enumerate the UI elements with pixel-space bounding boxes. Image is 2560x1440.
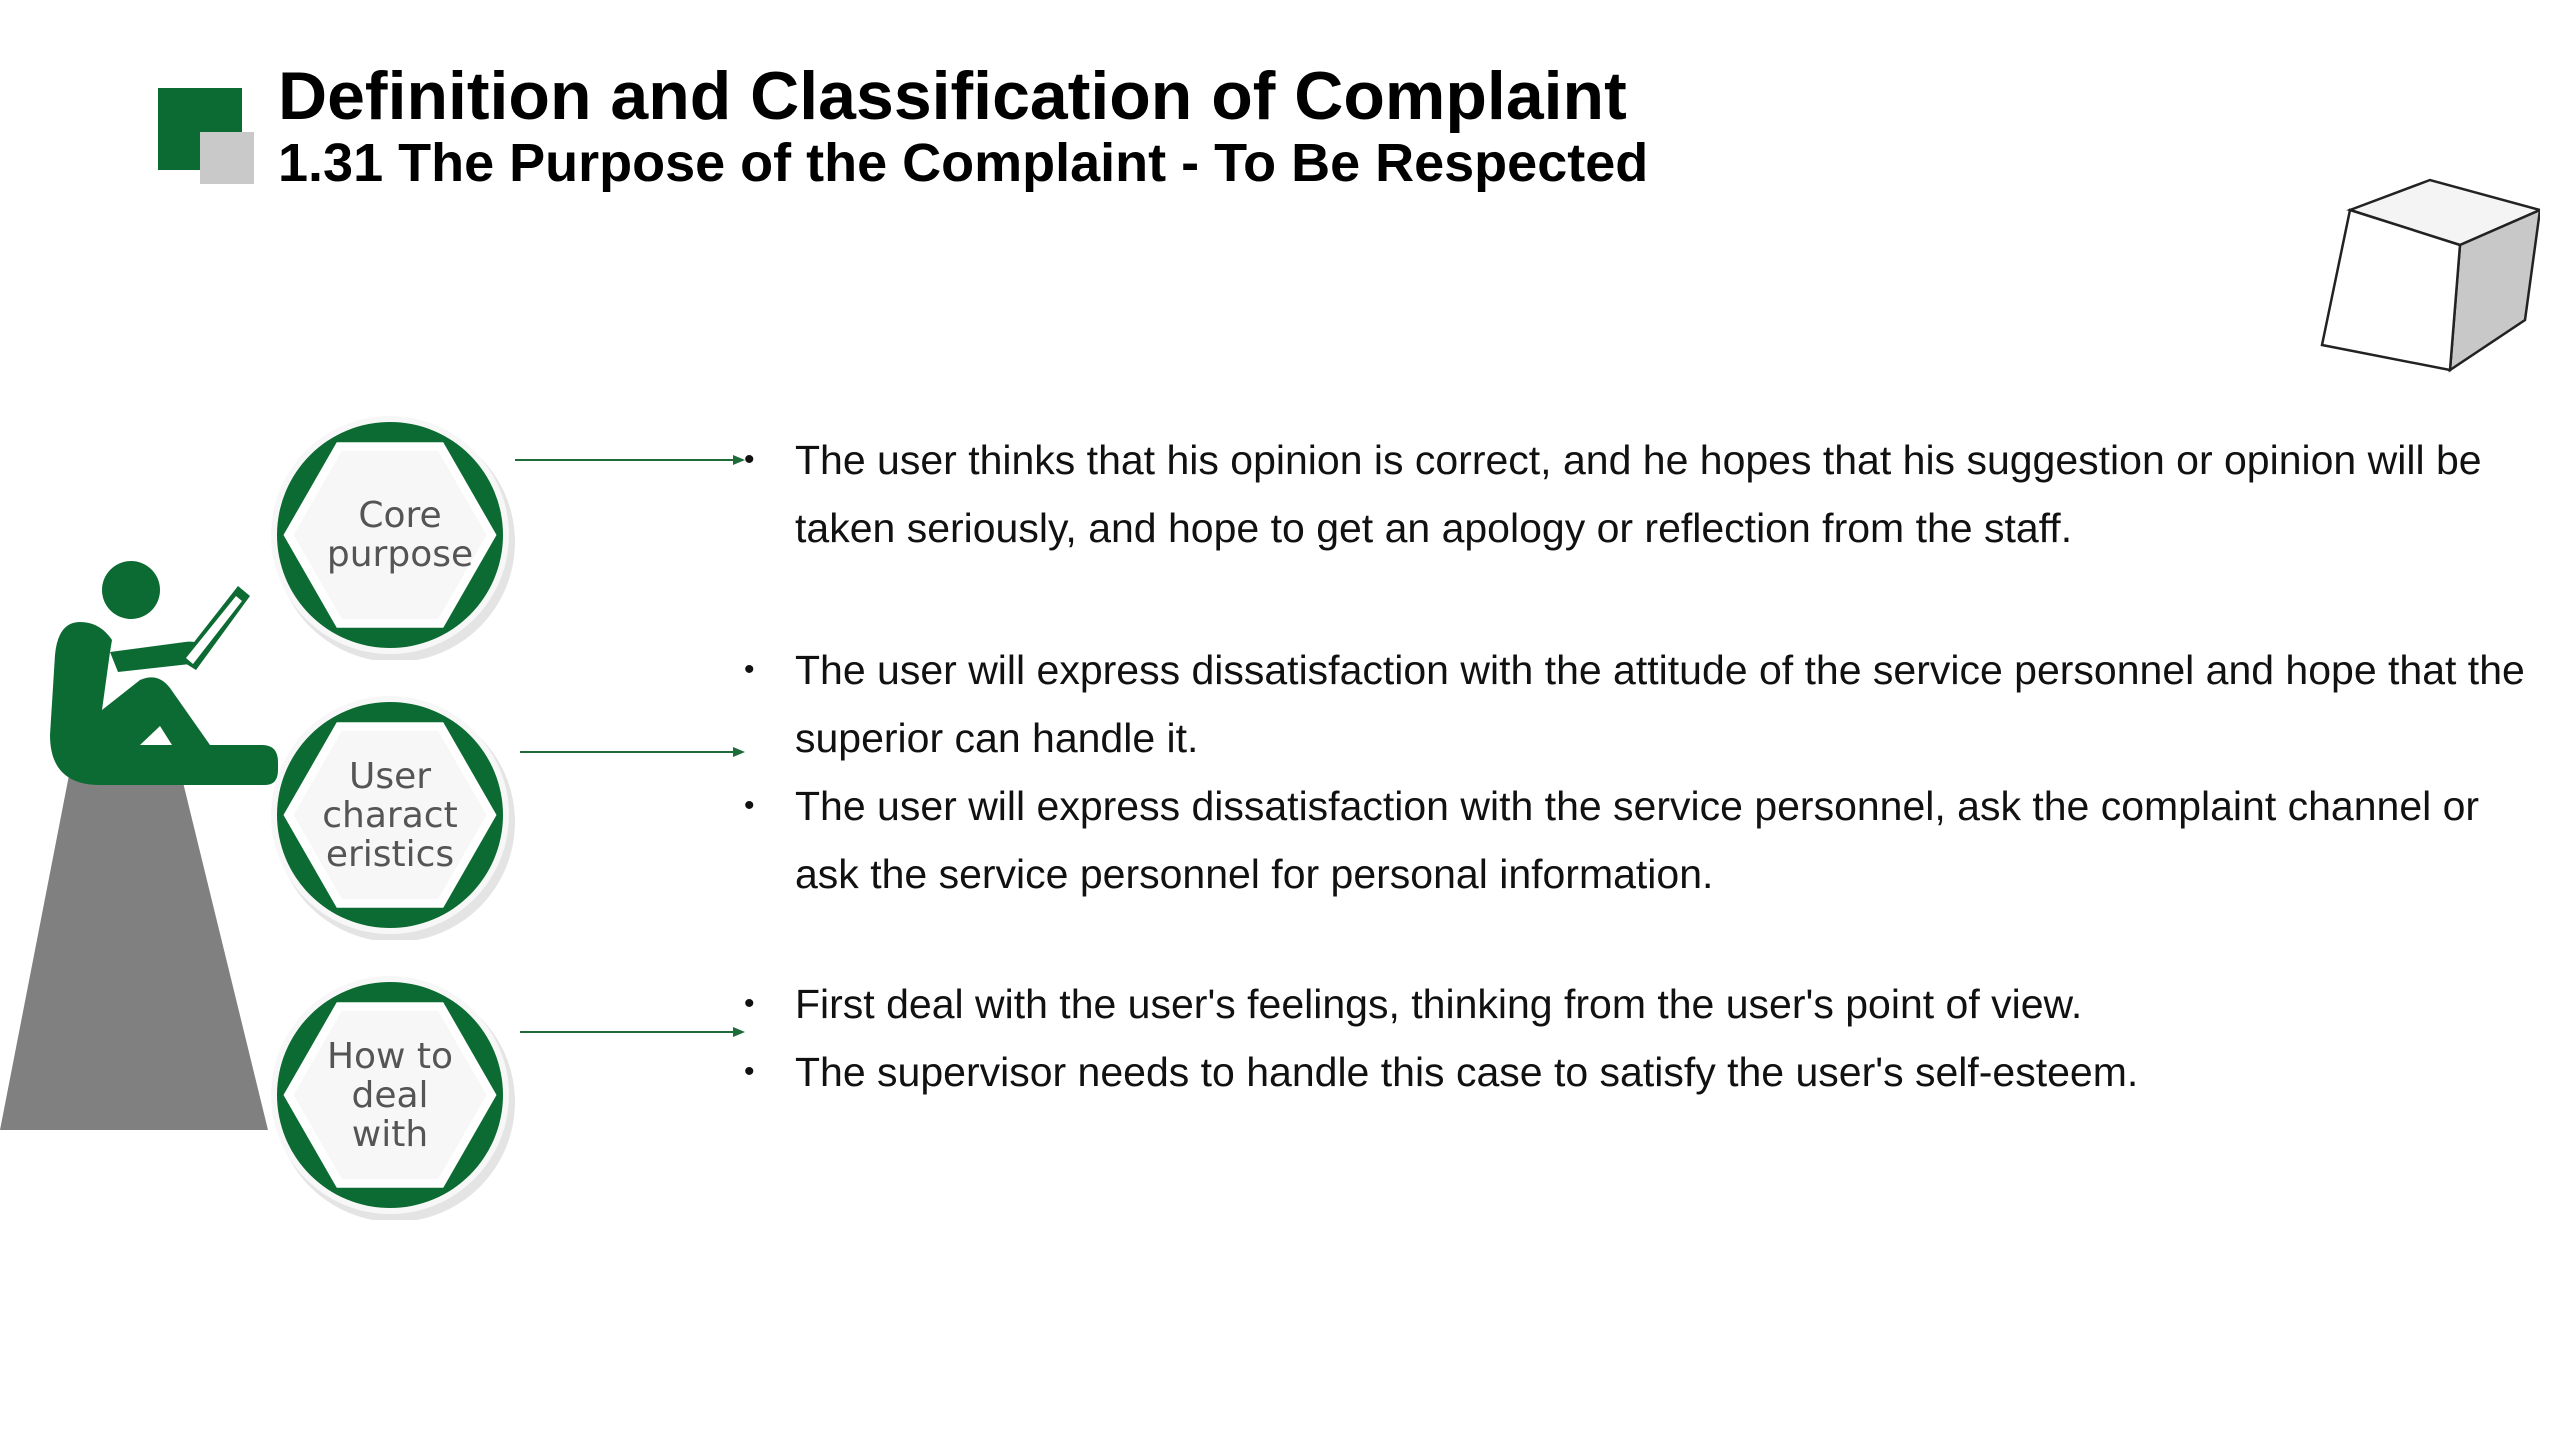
bullet-item xyxy=(740,636,2540,772)
page-subtitle: 1.31 The Purpose of the Complaint - To Be Respected xyxy=(278,133,1649,193)
category-label: Core purpose xyxy=(326,495,474,575)
bullet-text: The supervisor needs to handle this case to satisfy the user's self-esteem. xyxy=(795,1049,2139,1095)
page-title: Definition and Classification of Complaint xyxy=(278,58,1627,134)
bullet-item xyxy=(740,772,2540,908)
bullet-text: The user will express dissatisfaction with the service personnel, ask the complaint channel or ask the service personnel for personal information. xyxy=(795,783,2480,897)
bullet-dot: • xyxy=(744,987,755,1020)
bullet-group-user-characteristics xyxy=(740,636,2540,908)
category-user-characteristics xyxy=(265,690,515,940)
bullet-dot: • xyxy=(744,443,755,476)
bullet-item xyxy=(740,1038,2540,1106)
bullet-group-core-purpose xyxy=(740,426,2540,562)
connector-arrow-icon xyxy=(520,742,745,762)
bullet-dot: • xyxy=(744,1055,755,1088)
connector-arrow-icon xyxy=(515,450,745,470)
category-label: User charact eristics xyxy=(322,755,458,875)
bullet-dot: • xyxy=(744,653,755,686)
bullet-text: First deal with the user's feelings, thinking from the user's point of view. xyxy=(795,981,2083,1027)
cube-icon xyxy=(2310,170,2540,380)
person-reading-icon xyxy=(0,540,290,1140)
bullet-item xyxy=(740,426,2540,562)
connector-arrow-icon xyxy=(520,1022,745,1042)
bullet-group-how-to-deal-with xyxy=(740,970,2540,1106)
bullet-text: The user will express dissatisfaction with the attitude of the service personnel and hope that the superior can handle it. xyxy=(795,647,2525,761)
category-how-to-deal-with xyxy=(265,970,515,1220)
category-core-purpose xyxy=(265,410,515,660)
bullet-text: The user thinks that his opinion is correct, and he hopes that his suggestion or opinion will be taken seriously, and hope to get an apology or reflection from the staff. xyxy=(795,437,2482,551)
bullet-dot: • xyxy=(744,789,755,822)
bullet-item xyxy=(740,970,2540,1038)
category-label: How to deal with xyxy=(326,1035,454,1155)
title-logo-accent-square xyxy=(200,132,254,184)
